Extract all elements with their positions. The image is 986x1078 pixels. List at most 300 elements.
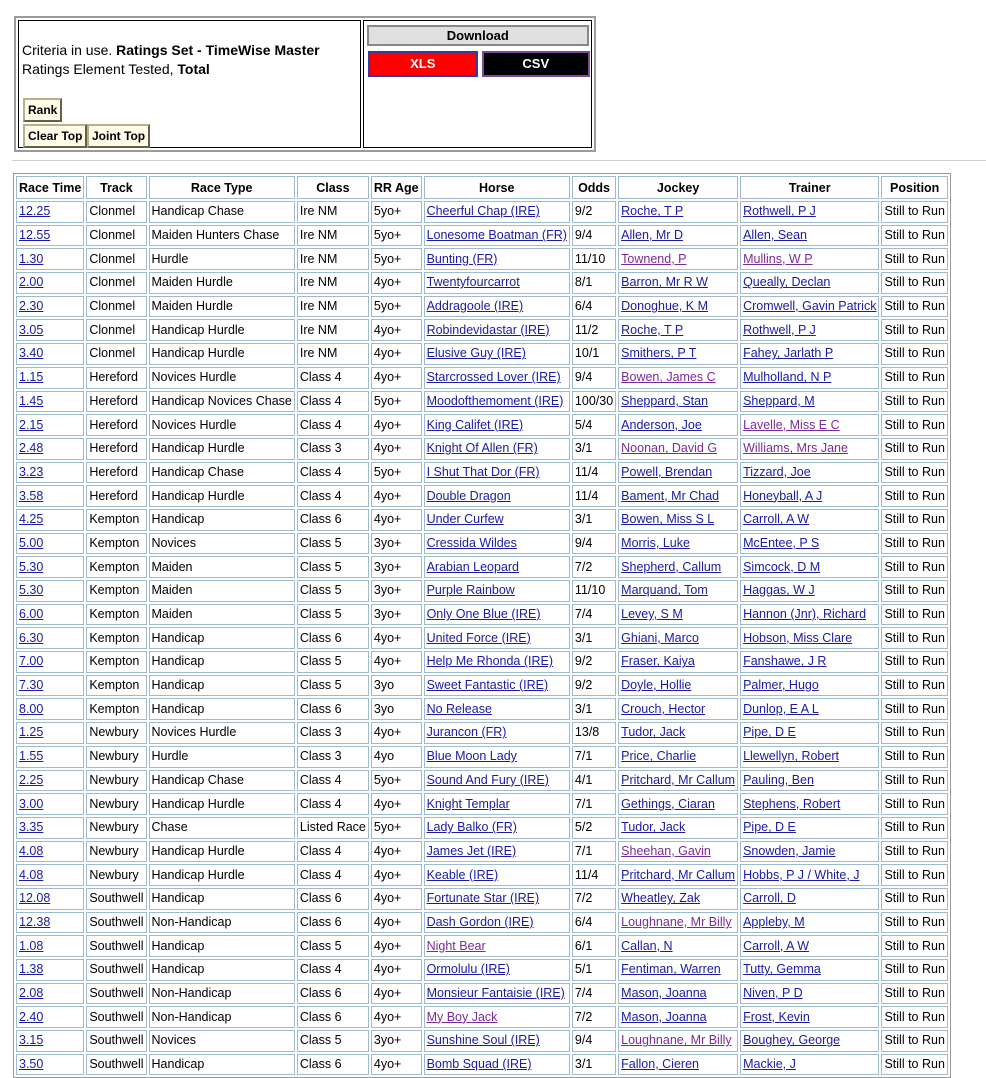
race-time-link[interactable]: 2.15 xyxy=(19,417,44,432)
jockey-link[interactable]: Pritchard, Mr Callum xyxy=(621,867,736,882)
horse-link[interactable]: Twentyfourcarrot xyxy=(426,275,520,290)
track-cell: Kempton xyxy=(86,580,146,602)
jockey-link[interactable]: Callan, N xyxy=(621,938,673,953)
table-row xyxy=(16,770,948,792)
jockey-link[interactable]: Anderson, Joe xyxy=(621,417,702,432)
trainer-link[interactable]: Frost, Kevin xyxy=(743,1009,810,1024)
race-time-link[interactable]: 4.25 xyxy=(19,512,44,527)
horse-link[interactable]: Purple Rainbow xyxy=(426,583,515,598)
trainer-cell xyxy=(740,604,879,626)
joint-top-button[interactable]: Joint Top xyxy=(87,124,150,148)
race-time-link[interactable]: 3.58 xyxy=(19,488,44,503)
race-time-link[interactable]: 1.25 xyxy=(19,725,44,740)
position-cell: Still to Run xyxy=(881,793,947,815)
header-class[interactable]: Class xyxy=(297,176,369,199)
jockey-cell xyxy=(618,580,738,602)
jockey-link[interactable]: Townend, P xyxy=(621,251,687,266)
jockey-cell xyxy=(618,793,738,815)
race-time-cell xyxy=(16,698,84,720)
horse-link[interactable]: Night Bear xyxy=(426,938,486,953)
race-type-cell: Handicap xyxy=(149,1054,295,1076)
horse-link[interactable]: Jurancon (FR) xyxy=(426,725,507,740)
horse-link[interactable]: My Boy Jack xyxy=(426,1009,498,1024)
race-time-link[interactable]: 2.30 xyxy=(19,299,44,314)
horse-link[interactable]: Double Dragon xyxy=(426,488,511,503)
horse-link[interactable]: Robindevidastar (IRE) xyxy=(426,322,550,337)
trainer-cell xyxy=(740,770,879,792)
class-cell: Class 5 xyxy=(297,604,369,626)
header-trainer[interactable]: Trainer xyxy=(740,176,879,199)
race-time-link[interactable]: 12.25 xyxy=(19,204,51,219)
race-time-cell xyxy=(16,817,84,839)
race-time-link[interactable]: 5.30 xyxy=(19,559,44,574)
jockey-cell xyxy=(618,1030,738,1052)
class-cell: Class 4 xyxy=(297,793,369,815)
horse-link[interactable]: Blue Moon Lady xyxy=(426,749,517,764)
race-time-link[interactable]: 1.30 xyxy=(19,251,44,266)
rr-age-cell: 4yo+ xyxy=(371,509,422,531)
horse-cell xyxy=(424,864,570,886)
horse-link[interactable]: Sunshine Soul (IRE) xyxy=(426,1033,540,1048)
rr-age-cell: 4yo xyxy=(371,746,422,768)
trainer-link[interactable]: Allen, Sean xyxy=(743,228,808,243)
trainer-link[interactable]: Carroll, D xyxy=(743,891,796,906)
trainer-cell xyxy=(740,627,879,649)
rr-age-cell: 4yo+ xyxy=(371,367,422,389)
horse-cell xyxy=(424,888,570,910)
trainer-link[interactable]: Tizzard, Joe xyxy=(743,464,811,479)
rr-age-cell: 5yo+ xyxy=(371,248,422,270)
horse-link[interactable]: I Shut That Dor (FR) xyxy=(426,464,540,479)
race-time-link[interactable]: 1.45 xyxy=(19,393,44,408)
horse-cell xyxy=(424,675,570,697)
trainer-link[interactable]: Boughey, George xyxy=(743,1033,841,1048)
trainer-link[interactable]: Fahey, Jarlath P xyxy=(743,346,834,361)
jockey-link[interactable]: Donoghue, K M xyxy=(621,299,709,314)
race-time-link[interactable]: 12.55 xyxy=(19,228,51,243)
odds-cell: 11/10 xyxy=(572,248,616,270)
trainer-link[interactable]: Simcock, D M xyxy=(743,559,821,574)
trainer-link[interactable]: Hobbs, P J / White, J xyxy=(743,867,860,882)
race-time-link[interactable]: 8.00 xyxy=(19,701,44,716)
jockey-link[interactable]: Loughnane, Mr Billy xyxy=(621,1033,732,1048)
jockey-link[interactable]: Fraser, Kaiya xyxy=(621,654,695,669)
table-row xyxy=(16,746,948,768)
rr-age-cell: 5yo+ xyxy=(371,817,422,839)
horse-cell xyxy=(424,248,570,270)
rr-age-cell: 4yo+ xyxy=(371,912,422,934)
jockey-link[interactable]: Mason, Joanna xyxy=(621,986,707,1001)
horse-link[interactable]: Sweet Fantastic (IRE) xyxy=(426,678,549,693)
rr-age-cell: 3yo xyxy=(371,675,422,697)
jockey-link[interactable]: Shepherd, Callum xyxy=(621,559,722,574)
race-time-link[interactable]: 5.00 xyxy=(19,535,44,550)
race-type-cell: Novices Hurdle xyxy=(149,722,295,744)
trainer-link[interactable]: Llewellyn, Robert xyxy=(743,749,839,764)
odds-cell: 5/2 xyxy=(572,817,616,839)
position-cell: Still to Run xyxy=(881,651,947,673)
odds-cell: 11/4 xyxy=(572,462,616,484)
trainer-link[interactable]: Sheppard, M xyxy=(743,393,815,408)
race-time-cell xyxy=(16,272,84,294)
horse-link[interactable]: Addragoole (IRE) xyxy=(426,299,524,314)
header-race-time[interactable]: Race Time xyxy=(16,176,84,199)
download-xls-button[interactable]: XLS xyxy=(368,51,478,77)
rr-age-cell: 3yo xyxy=(371,698,422,720)
table-row xyxy=(16,983,948,1005)
race-time-link[interactable]: 6.30 xyxy=(19,630,44,645)
table-row xyxy=(16,651,948,673)
clear-top-button[interactable]: Clear Top xyxy=(23,124,87,148)
table-row xyxy=(16,296,948,318)
horse-link[interactable]: Under Curfew xyxy=(426,512,504,527)
trainer-cell xyxy=(740,556,879,578)
race-time-link[interactable]: 2.48 xyxy=(19,441,44,456)
trainer-link[interactable]: Haggas, W J xyxy=(743,583,815,598)
horse-cell xyxy=(424,722,570,744)
horse-link[interactable]: Knight Templar xyxy=(426,796,510,811)
position-cell: Still to Run xyxy=(881,414,947,436)
race-time-link[interactable]: 1.38 xyxy=(19,962,44,977)
position-cell: Still to Run xyxy=(881,1006,947,1028)
jockey-link[interactable]: Bowen, James C xyxy=(621,370,716,385)
track-cell: Newbury xyxy=(86,817,146,839)
track-cell: Hereford xyxy=(86,391,146,413)
jockey-cell xyxy=(618,533,738,555)
header-jockey[interactable]: Jockey xyxy=(618,176,738,199)
table-row xyxy=(16,912,948,934)
trainer-link[interactable]: Carroll, A W xyxy=(743,512,810,527)
jockey-cell xyxy=(618,272,738,294)
horse-link[interactable]: Monsieur Fantaisie (IRE) xyxy=(426,986,565,1001)
jockey-link[interactable]: Roche, T P xyxy=(621,322,684,337)
position-cell: Still to Run xyxy=(881,770,947,792)
jockey-link[interactable]: Mason, Joanna xyxy=(621,1009,707,1024)
track-cell: Newbury xyxy=(86,746,146,768)
header-rr-age[interactable]: RR Age xyxy=(371,176,422,199)
jockey-cell xyxy=(618,627,738,649)
race-time-link[interactable]: 1.55 xyxy=(19,749,44,764)
class-cell: Class 4 xyxy=(297,841,369,863)
horse-link[interactable]: Cressida Wildes xyxy=(426,535,517,550)
horse-cell xyxy=(424,1030,570,1052)
jockey-cell xyxy=(618,959,738,981)
race-type-cell: Handicap Hurdle xyxy=(149,438,295,460)
rr-age-cell: 4yo+ xyxy=(371,864,422,886)
jockey-cell xyxy=(618,367,738,389)
header-race-type[interactable]: Race Type xyxy=(149,176,295,199)
horse-link[interactable]: Bunting (FR) xyxy=(426,251,498,266)
race-time-link[interactable]: 2.08 xyxy=(19,986,44,1001)
horse-link[interactable]: Ormolulu (IRE) xyxy=(426,962,510,977)
rr-age-cell: 4yo+ xyxy=(371,272,422,294)
horse-link[interactable]: Knight Of Allen (FR) xyxy=(426,441,538,456)
jockey-link[interactable]: Pritchard, Mr Callum xyxy=(621,772,736,787)
trainer-link[interactable]: Carroll, A W xyxy=(743,938,810,953)
jockey-link[interactable]: Tudor, Jack xyxy=(621,725,686,740)
horse-cell xyxy=(424,462,570,484)
race-type-cell: Handicap Hurdle xyxy=(149,841,295,863)
race-time-cell xyxy=(16,746,84,768)
header-horse[interactable]: Horse xyxy=(424,176,570,199)
jockey-link[interactable]: Powell, Brendan xyxy=(621,464,713,479)
jockey-link[interactable]: Sheppard, Stan xyxy=(621,393,709,408)
header-odds[interactable]: Odds xyxy=(572,176,616,199)
table-row xyxy=(16,343,948,365)
jockey-link[interactable]: Levey, S M xyxy=(621,607,683,622)
rr-age-cell: 4yo+ xyxy=(371,438,422,460)
class-cell: Class 4 xyxy=(297,959,369,981)
horse-link[interactable]: United Force (IRE) xyxy=(426,630,531,645)
horse-link[interactable]: Keable (IRE) xyxy=(426,867,499,882)
odds-cell: 9/4 xyxy=(572,1030,616,1052)
trainer-link[interactable]: Pipe, D E xyxy=(743,820,796,835)
trainer-link[interactable]: Mulholland, N P xyxy=(743,370,832,385)
track-cell: Hereford xyxy=(86,438,146,460)
race-time-link[interactable]: 1.15 xyxy=(19,370,44,385)
track-cell: Clonmel xyxy=(86,343,146,365)
jockey-link[interactable]: Price, Charlie xyxy=(621,749,697,764)
odds-cell: 7/2 xyxy=(572,888,616,910)
horse-link[interactable]: Fortunate Star (IRE) xyxy=(426,891,540,906)
horse-link[interactable]: Elusive Guy (IRE) xyxy=(426,346,526,361)
jockey-link[interactable]: Tudor, Jack xyxy=(621,820,686,835)
trainer-link[interactable]: Queally, Declan xyxy=(743,275,831,290)
jockey-link[interactable]: Loughnane, Mr Billy xyxy=(621,914,732,929)
position-cell: Still to Run xyxy=(881,343,947,365)
race-time-link[interactable]: 5.30 xyxy=(19,583,44,598)
race-time-cell xyxy=(16,485,84,507)
track-cell: Kempton xyxy=(86,533,146,555)
jockey-link[interactable]: Doyle, Hollie xyxy=(621,678,692,693)
horse-cell xyxy=(424,698,570,720)
trainer-link[interactable]: Williams, Mrs Jane xyxy=(743,441,848,456)
jockey-cell xyxy=(618,201,738,223)
horse-link[interactable]: King Califet (IRE) xyxy=(426,417,524,432)
race-time-link[interactable]: 4.08 xyxy=(19,867,44,882)
class-cell: Class 6 xyxy=(297,912,369,934)
jockey-link[interactable]: Bowen, Miss S L xyxy=(621,512,715,527)
jockey-cell xyxy=(618,1006,738,1028)
rr-age-cell: 4yo+ xyxy=(371,1006,422,1028)
race-time-link[interactable]: 7.30 xyxy=(19,678,44,693)
trainer-link[interactable]: Mackie, J xyxy=(743,1057,796,1072)
class-cell: Class 6 xyxy=(297,509,369,531)
header-track[interactable]: Track xyxy=(86,176,146,199)
rank-button[interactable]: Rank xyxy=(23,98,62,122)
horse-link[interactable]: James Jet (IRE) xyxy=(426,843,517,858)
horse-link[interactable]: Cheerful Chap (IRE) xyxy=(426,204,540,219)
trainer-link[interactable]: Appleby, M xyxy=(743,914,805,929)
class-cell: Ire NM xyxy=(297,225,369,247)
jockey-link[interactable]: Barron, Mr R W xyxy=(621,275,708,290)
jockey-link[interactable]: Morris, Luke xyxy=(621,535,690,550)
trainer-link[interactable]: Snowden, Jamie xyxy=(743,843,836,858)
jockey-link[interactable]: Wheatley, Zak xyxy=(621,891,701,906)
race-time-link[interactable]: 3.00 xyxy=(19,796,44,811)
jockey-cell xyxy=(618,1054,738,1076)
class-cell: Class 6 xyxy=(297,1054,369,1076)
race-type-cell: Non-Handicap xyxy=(149,983,295,1005)
jockey-link[interactable]: Ghiani, Marco xyxy=(621,630,699,645)
download-csv-button[interactable]: CSV xyxy=(482,51,590,77)
table-row xyxy=(16,935,948,957)
position-cell: Still to Run xyxy=(881,912,947,934)
track-cell: Southwell xyxy=(86,888,146,910)
jockey-link[interactable]: Gethings, Ciaran xyxy=(621,796,715,811)
horse-link[interactable]: Help Me Rhonda (IRE) xyxy=(426,654,554,669)
position-cell: Still to Run xyxy=(881,391,947,413)
race-time-link[interactable]: 12.08 xyxy=(19,891,51,906)
horse-link[interactable]: Sound And Fury (IRE) xyxy=(426,772,549,787)
results-table xyxy=(13,173,951,1078)
jockey-cell xyxy=(618,438,738,460)
race-time-link[interactable]: 3.05 xyxy=(19,322,44,337)
race-time-link[interactable]: 2.00 xyxy=(19,275,44,290)
jockey-link[interactable]: Crouch, Hector xyxy=(621,701,706,716)
odds-cell: 3/1 xyxy=(572,698,616,720)
trainer-link[interactable]: Rothwell, P J xyxy=(743,322,816,337)
odds-cell: 7/2 xyxy=(572,1006,616,1028)
trainer-link[interactable]: Mullins, W P xyxy=(743,251,813,266)
race-time-cell xyxy=(16,935,84,957)
track-cell: Hereford xyxy=(86,485,146,507)
trainer-cell xyxy=(740,438,879,460)
trainer-link[interactable]: Dunlop, E A L xyxy=(743,701,819,716)
jockey-cell xyxy=(618,864,738,886)
race-time-link[interactable]: 12.38 xyxy=(19,914,51,929)
trainer-link[interactable]: Niven, P D xyxy=(743,986,803,1001)
table-row xyxy=(16,367,948,389)
race-type-cell: Maiden xyxy=(149,580,295,602)
race-type-cell: Novices xyxy=(149,1030,295,1052)
table-row xyxy=(16,414,948,436)
race-type-cell: Maiden Hurdle xyxy=(149,272,295,294)
table-row xyxy=(16,627,948,649)
horse-link[interactable]: Lonesome Boatman (FR) xyxy=(426,228,567,243)
horse-cell xyxy=(424,319,570,341)
jockey-cell xyxy=(618,414,738,436)
trainer-link[interactable]: McEntee, P S xyxy=(743,535,820,550)
odds-cell: 7/1 xyxy=(572,841,616,863)
trainer-link[interactable]: Hobson, Miss Clare xyxy=(743,630,853,645)
race-time-link[interactable]: 6.00 xyxy=(19,607,44,622)
race-time-cell xyxy=(16,793,84,815)
track-cell: Clonmel xyxy=(86,319,146,341)
horse-cell xyxy=(424,983,570,1005)
race-type-cell: Maiden Hurdle xyxy=(149,296,295,318)
trainer-link[interactable]: Honeyball, A J xyxy=(743,488,823,503)
class-cell: Class 5 xyxy=(297,935,369,957)
race-time-cell xyxy=(16,462,84,484)
rr-age-cell: 3yo+ xyxy=(371,533,422,555)
race-time-link[interactable]: 3.35 xyxy=(19,820,44,835)
table-row xyxy=(16,319,948,341)
jockey-cell xyxy=(618,983,738,1005)
table-row xyxy=(16,533,948,555)
trainer-link[interactable]: Hannon (Jnr), Richard xyxy=(743,607,867,622)
class-cell: Class 4 xyxy=(297,485,369,507)
jockey-link[interactable]: Sheehan, Gavin xyxy=(621,843,711,858)
track-cell: Kempton xyxy=(86,698,146,720)
race-time-link[interactable]: 4.08 xyxy=(19,843,44,858)
trainer-link[interactable]: Pauling, Ben xyxy=(743,772,814,787)
track-cell: Kempton xyxy=(86,675,146,697)
trainer-link[interactable]: Fanshawe, J R xyxy=(743,654,827,669)
trainer-cell xyxy=(740,698,879,720)
jockey-cell xyxy=(618,770,738,792)
trainer-link[interactable]: Lavelle, Miss E C xyxy=(743,417,840,432)
race-time-link[interactable]: 2.25 xyxy=(19,772,44,787)
horse-link[interactable]: Moodofthemoment (IRE) xyxy=(426,393,564,408)
race-type-cell: Non-Handicap xyxy=(149,1006,295,1028)
jockey-link[interactable]: Fallon, Cieren xyxy=(621,1057,699,1072)
trainer-link[interactable]: Pipe, D E xyxy=(743,725,796,740)
track-cell: Southwell xyxy=(86,935,146,957)
horse-link[interactable]: Arabian Leopard xyxy=(426,559,520,574)
jockey-cell xyxy=(618,225,738,247)
race-time-link[interactable]: 2.40 xyxy=(19,1009,44,1024)
trainer-link[interactable]: Stephens, Robert xyxy=(743,796,841,811)
jockey-link[interactable]: Smithers, P T xyxy=(621,346,697,361)
race-time-link[interactable]: 7.00 xyxy=(19,654,44,669)
horse-link[interactable]: No Release xyxy=(426,701,492,716)
race-time-link[interactable]: 3.40 xyxy=(19,346,44,361)
horse-link[interactable]: Lady Balko (FR) xyxy=(426,820,517,835)
rr-age-cell: 5yo+ xyxy=(371,770,422,792)
race-time-link[interactable]: 3.50 xyxy=(19,1057,44,1072)
odds-cell: 13/8 xyxy=(572,722,616,744)
trainer-link[interactable]: Tutty, Gemma xyxy=(743,962,821,977)
header-position[interactable]: Position xyxy=(881,176,947,199)
position-cell: Still to Run xyxy=(881,1054,947,1076)
jockey-link[interactable]: Bament, Mr Chad xyxy=(621,488,720,503)
trainer-link[interactable]: Rothwell, P J xyxy=(743,204,816,219)
odds-cell: 11/10 xyxy=(572,580,616,602)
horse-cell xyxy=(424,912,570,934)
race-time-link[interactable]: 3.23 xyxy=(19,464,44,479)
horse-link[interactable]: Only One Blue (IRE) xyxy=(426,607,541,622)
race-time-link[interactable]: 3.15 xyxy=(19,1033,44,1048)
horse-cell xyxy=(424,391,570,413)
jockey-cell xyxy=(618,746,738,768)
race-time-cell xyxy=(16,959,84,981)
jockey-link[interactable]: Allen, Mr D xyxy=(621,228,683,243)
race-time-link[interactable]: 1.08 xyxy=(19,938,44,953)
odds-cell: 3/1 xyxy=(572,438,616,460)
trainer-cell xyxy=(740,722,879,744)
track-cell: Kempton xyxy=(86,604,146,626)
jockey-link[interactable]: Noonan, David G xyxy=(621,441,718,456)
race-type-cell: Hurdle xyxy=(149,248,295,270)
horse-cell xyxy=(424,201,570,223)
jockey-link[interactable]: Fentiman, Warren xyxy=(621,962,721,977)
trainer-link[interactable]: Cromwell, Gavin Patrick xyxy=(743,299,877,314)
horse-link[interactable]: Starcrossed Lover (IRE) xyxy=(426,370,561,385)
track-cell: Southwell xyxy=(86,1054,146,1076)
position-cell: Still to Run xyxy=(881,935,947,957)
jockey-link[interactable]: Marquand, Tom xyxy=(621,583,708,598)
horse-link[interactable]: Dash Gordon (IRE) xyxy=(426,914,534,929)
table-row xyxy=(16,272,948,294)
horse-cell xyxy=(424,367,570,389)
horse-link[interactable]: Bomb Squad (IRE) xyxy=(426,1057,532,1072)
horse-cell xyxy=(424,296,570,318)
track-cell: Kempton xyxy=(86,651,146,673)
trainer-link[interactable]: Palmer, Hugo xyxy=(743,678,819,693)
jockey-link[interactable]: Roche, T P xyxy=(621,204,684,219)
class-cell: Class 5 xyxy=(297,580,369,602)
